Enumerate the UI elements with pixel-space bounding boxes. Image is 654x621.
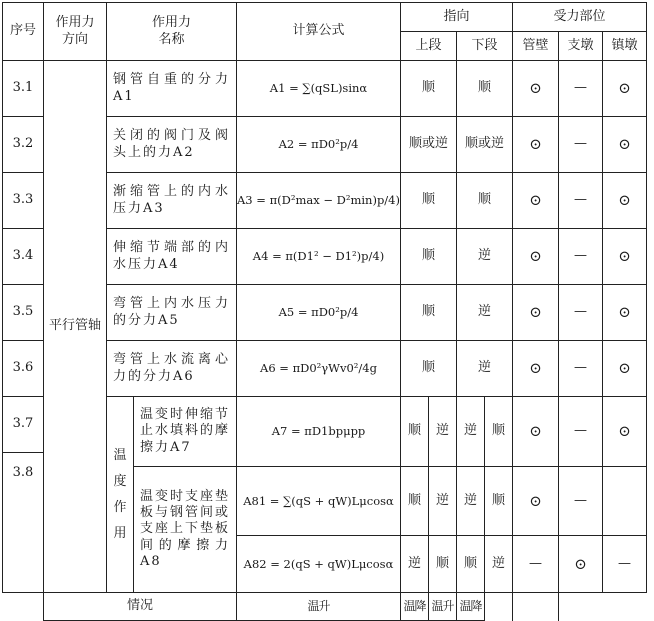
row-seq: 3.3 xyxy=(3,173,44,229)
header-support: 支墩 xyxy=(559,32,603,61)
row-wall: ⊙ xyxy=(513,117,559,173)
row-name: 关闭的阀门及阀头上的力A2 xyxy=(107,117,237,173)
row-formula: A4 = π(D1² − D1²)p/4) xyxy=(237,229,401,285)
row-support: ⊙ xyxy=(559,536,603,593)
row-wall: ⊙ xyxy=(513,229,559,285)
row-upper: 顺或逆 xyxy=(401,117,457,173)
row-upper: 顺 xyxy=(401,229,457,285)
row-anchor: ⊙ xyxy=(603,285,647,341)
row-wall: ⊙ xyxy=(513,285,559,341)
footer-spacer xyxy=(3,593,44,621)
header-formula: 计算公式 xyxy=(237,3,401,61)
footer-spacer xyxy=(485,593,513,621)
row-anchor: ⊙ xyxy=(603,61,647,117)
row-support: — xyxy=(559,341,603,397)
row-seq: 3.4 xyxy=(3,229,44,285)
row-upper: 顺 xyxy=(401,61,457,117)
row-formula: A1 = ∑(qSL)sinα xyxy=(237,61,401,117)
row-anchor: ⊙ xyxy=(603,397,647,467)
footer-c1: 温升 xyxy=(237,593,401,621)
row-seq: 3.1 xyxy=(3,61,44,117)
row-formula: A7 = πD1bpμpp xyxy=(237,397,401,467)
row-c1: 顺 xyxy=(401,397,429,467)
row-formula: A2 = πD0²p/4 xyxy=(237,117,401,173)
row-anchor: — xyxy=(603,536,647,593)
footer-spacer xyxy=(559,593,603,621)
row-name: 钢管自重的分力A1 xyxy=(107,61,237,117)
row-upper: 顺 xyxy=(401,341,457,397)
row-support: — xyxy=(559,229,603,285)
header-upper: 上段 xyxy=(401,32,457,61)
row-c4: 顺 xyxy=(485,397,513,467)
row-wall: ⊙ xyxy=(513,467,559,536)
row-formula: A82 = 2(qS + qW)Lμcosα xyxy=(237,536,401,593)
header-pipe-wall: 管壁 xyxy=(513,32,559,61)
row-c4: 顺 xyxy=(485,467,513,536)
row-lower: 逆 xyxy=(457,229,513,285)
row-lower: 逆 xyxy=(457,341,513,397)
row-lower: 逆 xyxy=(457,285,513,341)
row-upper: 顺 xyxy=(401,285,457,341)
header-name: 作用力 名称 xyxy=(107,3,237,61)
group-parallel-axis: 平行管轴 xyxy=(44,61,107,593)
row-name: 弯管上水流离心力的分力A6 xyxy=(107,341,237,397)
row-seq: 3.6 xyxy=(3,341,44,397)
header-direction: 作用力 方向 xyxy=(44,3,107,61)
row-formula: A3 = π(D²max − D²min)p/4) xyxy=(237,173,401,229)
row-c2: 顺 xyxy=(429,536,457,593)
row-c3: 逆 xyxy=(457,397,485,467)
row-lower: 顺或逆 xyxy=(457,117,513,173)
row-c1: 逆 xyxy=(401,536,429,593)
footer-c3: 温升 xyxy=(429,593,457,621)
row-anchor: ⊙ xyxy=(603,229,647,285)
row-c3: 逆 xyxy=(457,467,485,536)
header-lower: 下段 xyxy=(457,32,513,61)
footer-c4: 温降 xyxy=(457,593,485,621)
row-wall: ⊙ xyxy=(513,173,559,229)
row-formula: A81 = ∑(qS + qW)Lμcosα xyxy=(237,467,401,536)
row-seq: 3.7 xyxy=(3,397,44,453)
row-name: 温变时支座垫板与钢管间或支座上下垫板间的摩擦力A8 xyxy=(134,467,237,593)
row-anchor: ⊙ xyxy=(603,341,647,397)
header-anchor: 镇墩 xyxy=(603,32,647,61)
footer-label: 情况 xyxy=(44,593,237,621)
row-wall: ⊙ xyxy=(513,341,559,397)
row-seq: 3.5 xyxy=(3,285,44,341)
header-seq: 序号 xyxy=(3,3,44,61)
row-support: — xyxy=(559,173,603,229)
row-formula: A6 = πD0²γWv0²/4g xyxy=(237,341,401,397)
row-wall: ⊙ xyxy=(513,61,559,117)
row-name: 温变时伸缩节止水填料的摩擦力A7 xyxy=(134,397,237,467)
row-support: — xyxy=(559,397,603,467)
row-c4: 逆 xyxy=(485,536,513,593)
row-lower: 顺 xyxy=(457,61,513,117)
header-pointing: 指向 xyxy=(401,3,513,32)
row-support: — xyxy=(559,117,603,173)
row-upper: 顺 xyxy=(401,173,457,229)
row-anchor: ⊙ xyxy=(603,117,647,173)
row-c1: 顺 xyxy=(401,467,429,536)
footer-spacer xyxy=(513,593,559,621)
footer-c2: 温降 xyxy=(401,593,429,621)
row-wall: ⊙ xyxy=(513,397,559,467)
row-c3: 顺 xyxy=(457,536,485,593)
force-table xyxy=(2,2,647,621)
row-anchor: ⊙ xyxy=(603,173,647,229)
row-formula: A5 = πD0²p/4 xyxy=(237,285,401,341)
row-anchor xyxy=(603,467,647,536)
row-support: — xyxy=(559,61,603,117)
row-name: 渐缩管上的内水压力A3 xyxy=(107,173,237,229)
row-wall: — xyxy=(513,536,559,593)
temp-group: 温度作用 xyxy=(107,397,134,593)
row-name: 伸缩节端部的内水压力A4 xyxy=(107,229,237,285)
row-c2: 逆 xyxy=(429,397,457,467)
row-name: 弯管上内水压力的分力A5 xyxy=(107,285,237,341)
row-c2: 逆 xyxy=(429,467,457,536)
row-support: — xyxy=(559,467,603,536)
row-seq: 3.2 xyxy=(3,117,44,173)
row-support: — xyxy=(559,285,603,341)
row-seq: 3.8 xyxy=(3,453,44,593)
header-parts: 受力部位 xyxy=(513,3,647,32)
row-lower: 顺 xyxy=(457,173,513,229)
